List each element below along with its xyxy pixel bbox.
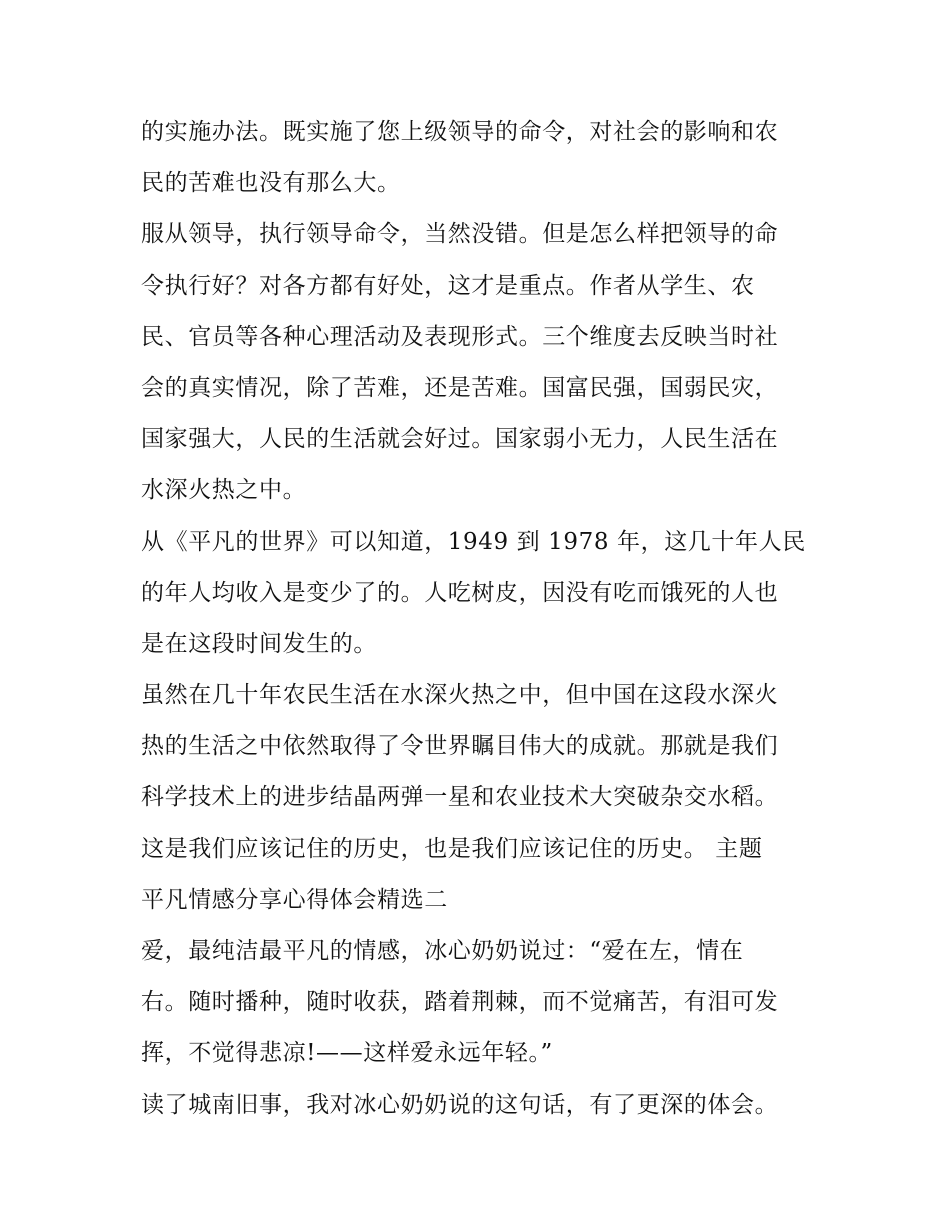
section-heading: 平凡情感分享心得体会精选二 [141,886,448,913]
document-body [141,107,831,1131]
text-line: 的实施办法。既实施了您上级领导的命令，对社会的影响和农 [141,119,779,145]
text-line: 国家强大，人民的生活就会好过。国家弱小无力，人民生活在 [141,426,779,453]
text-line: 水深火热之中。 [141,477,307,504]
text-line: 会的真实情况，除了苦难，还是苦难。国富民强，国弱民灾， [141,374,779,401]
text-line: 令执行好？对各方都有好处，这才是重点。作者从学生、农 [141,272,755,299]
text-line: 这是我们应该记住的历史，也是我们应该记住的历史。 主题 [141,835,763,862]
text-line: 的年人均收入是变少了的。人吃树皮，因没有吃而饿死的人也 [141,579,779,606]
text-line: 挥，不觉得悲凉!——这样爱永远年轻。” [141,1040,553,1067]
text-line: 民、官员等各种心理活动及表现形式。三个维度去反映当时社 [141,323,779,350]
text-line: 热的生活之中依然取得了令世界瞩目伟大的成就。那就是我们 [141,733,779,760]
text-line: 科学技术上的进步结晶两弹一星和农业技术大突破杂交水稻。 [141,784,779,811]
text-line: 服从领导，执行领导命令，当然没错。但是怎么样把领导的命 [141,221,779,248]
text-line: 民的苦难也没有那么大。 [141,170,401,197]
text-line: 是在这段时间发生的。 [141,630,377,657]
text-line: 从《平凡的世界》可以知道，1949 到 1978 年，这几十年人民 [141,528,806,555]
text-line: 爱，最纯洁最平凡的情感，冰心奶奶说过：“爱在左，情在 [141,938,744,964]
text-line: 虽然在几十年农民生活在水深火热之中，但中国在这段水深火 [141,682,779,709]
text-line: 读了城南旧事，我对冰心奶奶说的这句话，有了更深的体会。 [141,1091,779,1118]
text-line: 右。随时播种，随时收获，踏着荆棘，而不觉痛苦，有泪可发 [141,989,779,1016]
